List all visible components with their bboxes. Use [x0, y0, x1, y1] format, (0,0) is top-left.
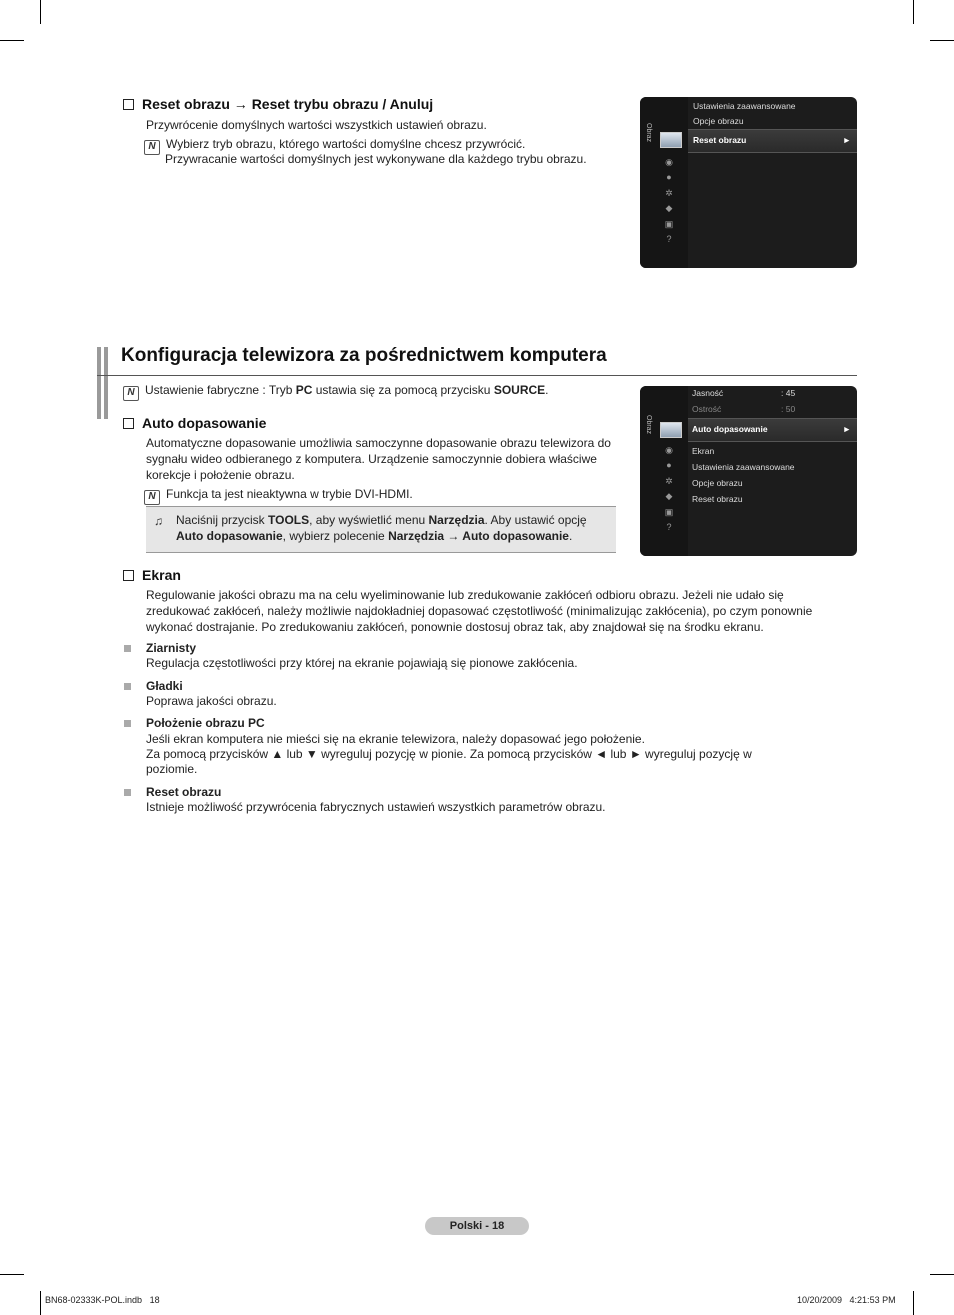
tv-menu-item: Opcje obrazu — [692, 478, 743, 488]
arrow-right-icon: ► — [842, 424, 851, 434]
note-icon: N — [123, 386, 139, 401]
sub-item-desc: Poprawa jakości obrazu. — [146, 694, 277, 708]
ekran-desc-line: zredukować zakłóceń, należy możliwie najdokładniej dopasować częstotliwość (minimalizując zakłócenia), po czym ponownie — [146, 604, 813, 618]
arrow-right-icon: ► — [842, 135, 851, 145]
support-icon: ? — [666, 522, 672, 532]
checkbox-bullet-icon — [123, 418, 134, 429]
tip-text: , wybierz polecenie — [282, 529, 389, 543]
reset-desc: Przywrócenie domyślnych wartości wszystkich ustawień obrazu. — [146, 118, 487, 132]
auto-desc-line: sygnału wideo odbieranego z komputera. Urządzenie samoczynnie dobiera właściwe — [146, 452, 597, 466]
tip-bold: Narzędzia → Auto dopasowanie — [388, 529, 569, 543]
auto-title-text: Auto dopasowanie — [142, 415, 267, 431]
ekran-section-title — [123, 567, 181, 583]
reset-section-title — [123, 96, 433, 112]
application-icon: ▣ — [664, 507, 674, 517]
ekran-desc-line: Regulowanie jakości obrazu ma na celu wyeliminowanie lub zredukowanie zakłóceń odbioru obrazu. Jeżeli nie udało się — [146, 588, 784, 602]
auto-note — [144, 487, 413, 505]
page-title: Konfiguracja telewizora za pośrednictwem komputera — [121, 345, 607, 366]
tv-menu-value: : 45 — [781, 388, 796, 398]
square-bullet-icon — [124, 720, 131, 727]
tip-bold: Narzędzia — [428, 513, 485, 527]
crop-mark — [40, 0, 41, 24]
sub-item-desc: Regulacja częstotliwości przy której na ekranie pojawiają się pionowe zakłócenia. — [146, 656, 578, 670]
sub-item-title: Reset obrazu — [146, 785, 222, 799]
setup-icon: ✲ — [665, 476, 673, 486]
tv-menu-item: Jasność — [692, 388, 724, 398]
ekran-title-text: Ekran — [142, 567, 181, 583]
sub-item-title: Położenie obrazu PC — [146, 716, 265, 730]
auto-note-text: Funkcja ta jest nieaktywna w trybie DVI-HDMI. — [166, 487, 413, 501]
picture-icon — [660, 132, 682, 148]
sub-item-title: Gładki — [146, 679, 183, 693]
square-bullet-icon — [124, 789, 131, 796]
tv-menu-item: Opcje obrazu — [693, 116, 744, 126]
checkbox-bullet-icon — [123, 570, 134, 581]
reset-note-line2: Przywracanie wartości domyślnych jest wykonywane dla każdego trybu obrazu. — [165, 152, 587, 166]
tv-menu-screenshot-auto — [640, 386, 857, 556]
factory-note — [123, 383, 549, 401]
heading-bar — [97, 347, 101, 419]
tv-menu-item: Ustawienia zaawansowane — [693, 101, 796, 111]
factory-note-post: . — [545, 383, 549, 397]
page-number-badge: Polski - 18 — [425, 1217, 529, 1235]
channel-icon: ● — [666, 172, 672, 182]
sub-item-desc: Jeśli ekran komputera nie mieści się na ekranie telewizora, należy dopasować jego położenie. — [146, 732, 645, 746]
note-icon: N — [144, 490, 160, 505]
tools-tip-box — [146, 506, 616, 553]
tv-menu-selected-label: Reset obrazu — [693, 135, 747, 145]
tip-bold: Auto dopasowanie — [176, 529, 283, 543]
tip-text: Naciśnij przycisk — [176, 513, 269, 527]
tv-menu-side-label: Obraz — [645, 415, 652, 435]
tv-menu-selected-row — [688, 129, 857, 153]
tv-menu-item: Ustawienia zaawansowane — [692, 462, 795, 472]
heading-bar — [104, 347, 108, 419]
reset-title-text: Reset obrazu → Reset trybu obrazu / Anuluj — [142, 96, 434, 112]
tv-menu-item: Ostrość — [692, 404, 722, 414]
crop-mark — [913, 1291, 914, 1315]
crop-mark — [913, 0, 914, 24]
print-date: 10/20/2009 4:21:53 PM — [797, 1295, 896, 1305]
tip-line1 — [176, 513, 587, 529]
tv-menu-item: Reset obrazu — [692, 494, 743, 504]
tip-bold: TOOLS — [268, 513, 310, 527]
tv-menu-value: : 50 — [781, 404, 796, 414]
sound-icon: ◉ — [665, 445, 673, 455]
ekran-desc-line: wykonać dostrajanie. Po zredukowaniu zakłóceń, ponownie dostosuj obraz tak, aby znajdował się na środku ekranu. — [146, 620, 764, 634]
input-icon: ◆ — [665, 491, 673, 501]
auto-desc-line: korekcje i położenie obrazu. — [146, 468, 295, 482]
file-info: BN68-02333K-POL.indb 18 — [45, 1295, 160, 1305]
tools-icon: ♫ — [154, 514, 163, 528]
heading-rule — [97, 375, 857, 376]
input-icon: ◆ — [665, 203, 673, 213]
tip-text: , aby wyświetlić menu — [309, 513, 429, 527]
picture-icon — [660, 422, 682, 438]
factory-note-mid: ustawia się za pomocą przycisku — [312, 383, 494, 397]
tv-menu-selected-row — [688, 418, 857, 442]
tip-text: . Aby ustawić opcję — [484, 513, 587, 527]
square-bullet-icon — [124, 645, 131, 652]
sub-item-desc: poziomie. — [146, 762, 198, 776]
auto-desc-line: Automatyczne dopasowanie umożliwia samoczynne dopasowanie obrazu telewizora do — [146, 436, 611, 450]
sub-item-desc: Za pomocą przycisków ▲ lub ▼ wyreguluj pozycję w pionie. Za pomocą przycisków ◄ lub ► wyreguluj pozycję w — [146, 747, 752, 761]
checkbox-bullet-icon — [123, 99, 134, 110]
setup-icon: ✲ — [665, 188, 673, 198]
auto-section-title — [123, 415, 266, 431]
support-icon: ? — [666, 234, 672, 244]
note-icon: N — [144, 140, 160, 155]
reset-note-line1: Wybierz tryb obrazu, którego wartości domyślne chcesz przywrócić. — [166, 137, 526, 151]
tv-menu-screenshot-reset — [640, 97, 857, 268]
sound-icon: ◉ — [665, 157, 673, 167]
channel-icon: ● — [666, 460, 672, 470]
application-icon: ▣ — [664, 219, 674, 229]
factory-note-bold: PC — [295, 383, 313, 397]
tv-menu-selected-label: Auto dopasowanie — [692, 424, 768, 434]
crop-mark — [0, 40, 24, 41]
crop-mark — [40, 1291, 41, 1315]
tv-menu-item: Ekran — [692, 446, 715, 456]
crop-mark — [930, 40, 954, 41]
tip-text: . — [568, 529, 573, 543]
factory-note-pre: Ustawienie fabryczne : Tryb — [145, 383, 296, 397]
square-bullet-icon — [124, 683, 131, 690]
tip-line2 — [176, 529, 572, 545]
sub-item-title: Ziarnisty — [146, 641, 197, 655]
crop-mark — [0, 1274, 24, 1275]
tv-menu-side-label: Obraz — [645, 123, 652, 143]
factory-note-bold: SOURCE — [493, 383, 546, 397]
sub-item-desc: Istnieje możliwość przywrócenia fabrycznych ustawień wszystkich parametrów obrazu. — [146, 800, 606, 814]
crop-mark — [930, 1274, 954, 1275]
